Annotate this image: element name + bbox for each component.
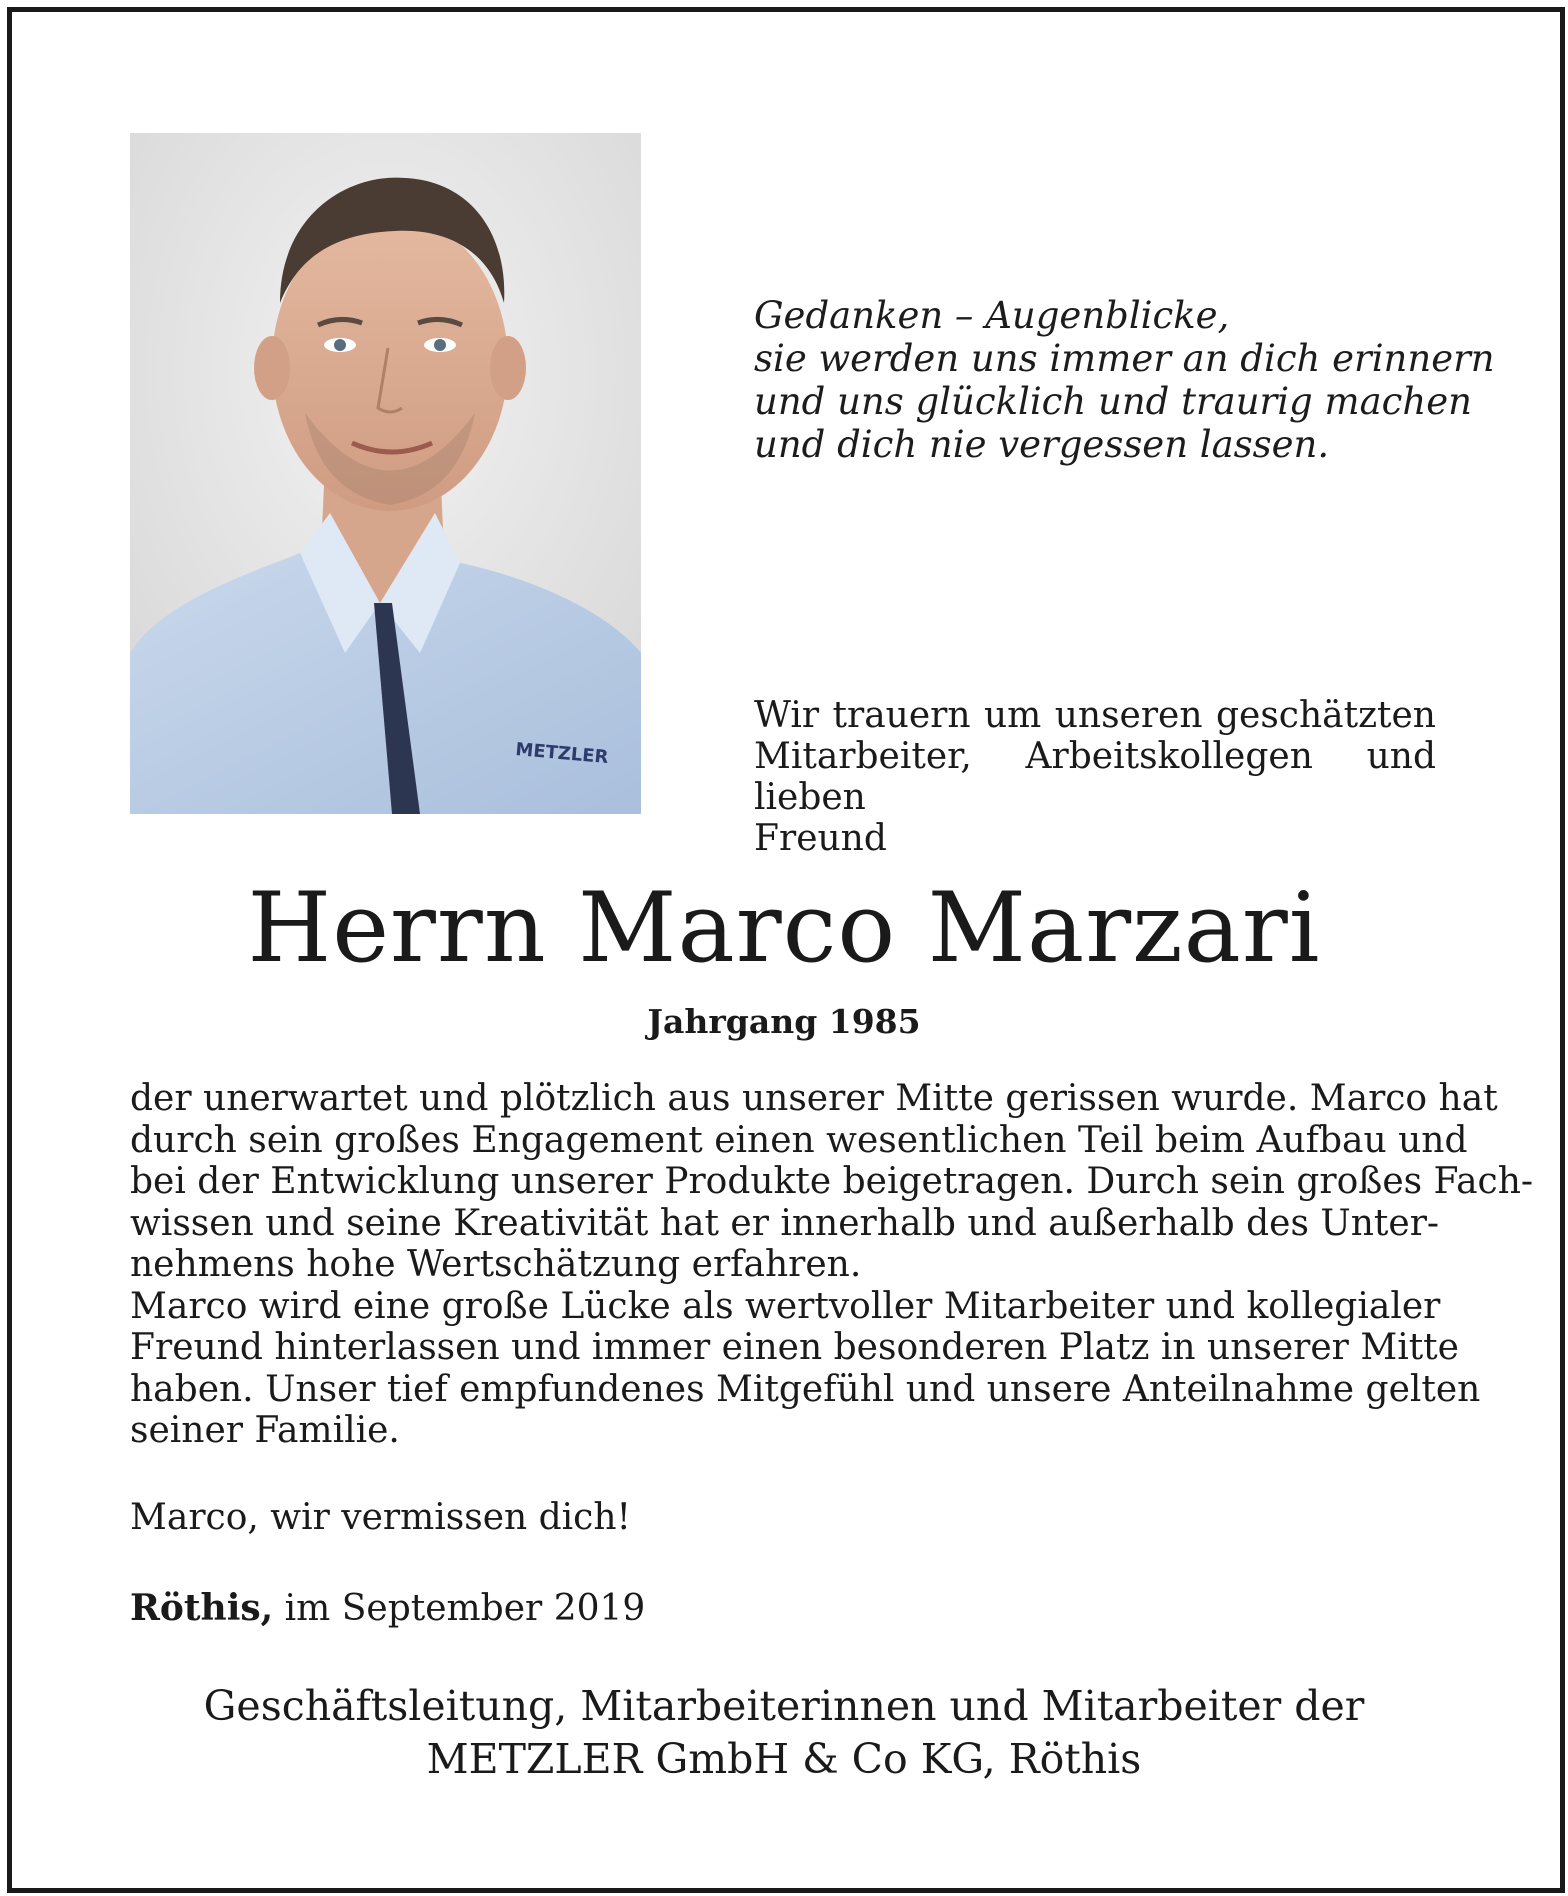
intro-line: Mitarbeiter, Arbeitskollegen und lieben bbox=[754, 736, 1436, 818]
birth-year: Jahrgang 1985 bbox=[647, 1002, 921, 1041]
poem-line: sie werden uns immer an dich erinnern bbox=[754, 337, 1495, 380]
poem-line: Gedanken – Augenblicke, bbox=[754, 294, 1230, 337]
body-line: Freund hinterlassen und immer einen besonderen Platz in unserer Mitte bbox=[130, 1327, 1459, 1368]
body-line: durch sein großes Engagement einen wesentlichen Teil beim Aufbau und bbox=[130, 1119, 1468, 1161]
intro-text bbox=[754, 695, 1436, 859]
place-date bbox=[130, 1588, 645, 1629]
portrait-illustration bbox=[130, 133, 641, 814]
body-line: seiner Familie. bbox=[130, 1410, 400, 1451]
body-line: haben. Unser tief empfundenes Mitgefühl und unsere Anteilnahme gelten bbox=[130, 1368, 1481, 1410]
deceased-name: Herrn Marco Marzari bbox=[247, 872, 1321, 984]
body-line: nehmens hohe Wertschätzung erfahren. bbox=[130, 1244, 862, 1285]
place-town: Röthis, bbox=[130, 1587, 274, 1629]
closing-line: Marco, wir vermissen dich! bbox=[130, 1497, 631, 1538]
signature-line: Geschäftsleitung, Mitarbeiterinnen und Mitarbeiter der bbox=[203, 1682, 1365, 1730]
place-date-text: im September 2019 bbox=[284, 1588, 646, 1629]
body-text bbox=[130, 1078, 1534, 1452]
metzler-shirt-logo: METZLER bbox=[514, 739, 610, 769]
poem-line: und uns glücklich und traurig machen bbox=[754, 380, 1472, 423]
signature-line: METZLER GmbH & Co KG, Röthis bbox=[426, 1735, 1142, 1783]
intro-line: Wir trauern um unseren geschätzten bbox=[754, 695, 1436, 736]
body-line: bei der Entwicklung unserer Produkte beigetragen. Durch sein großes Fach- bbox=[130, 1161, 1534, 1202]
poem-line: und dich nie vergessen lassen. bbox=[754, 423, 1330, 466]
body-line: der unerwartet und plötzlich aus unserer Mitte gerissen wurde. Marco hat bbox=[130, 1078, 1498, 1119]
intro-line: Freund bbox=[754, 818, 887, 859]
signature bbox=[0, 1680, 1568, 1786]
poem bbox=[754, 294, 1495, 466]
portrait-photo bbox=[130, 133, 641, 814]
body-line: wissen und seine Kreativität hat er innerhalb und außerhalb des Unter- bbox=[130, 1202, 1440, 1244]
body-line: Marco wird eine große Lücke als wertvoller Mitarbeiter und kollegialer bbox=[130, 1285, 1441, 1327]
